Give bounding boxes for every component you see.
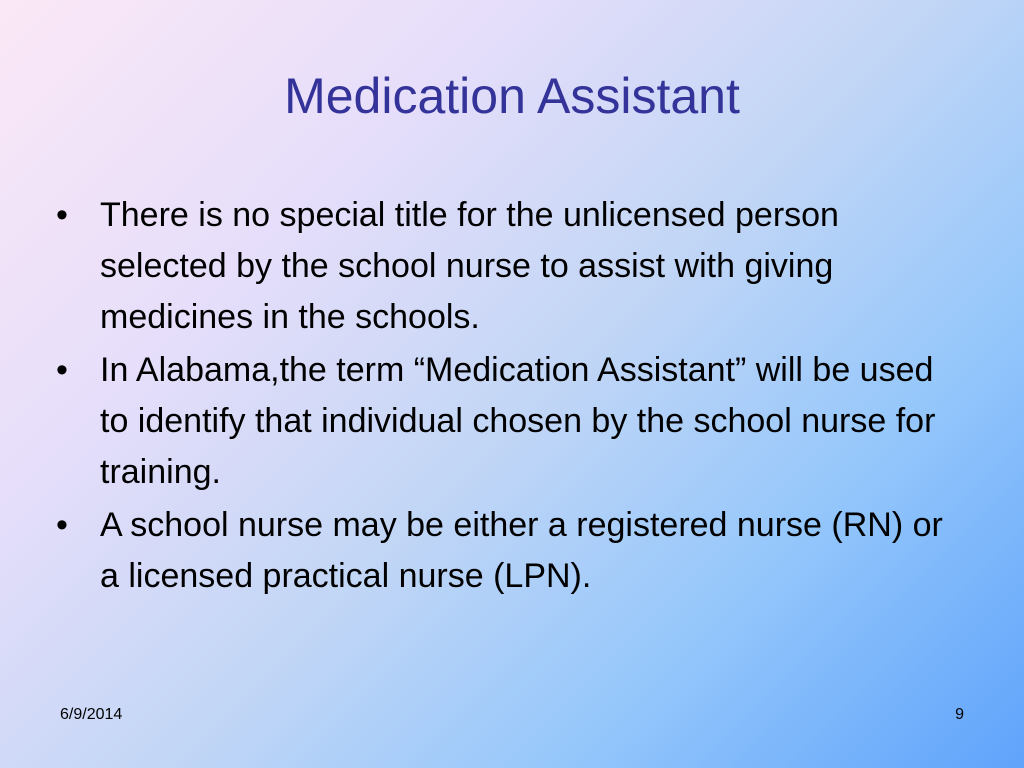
bullet-icon: • (56, 351, 68, 389)
page-number: 9 (955, 706, 964, 723)
bullet-item (56, 345, 966, 498)
bullet-text: In Alabama,the term “Medication Assistant” will be used to identify that individual chosen by the school nurse for training. (100, 351, 936, 491)
bullet-icon: • (56, 506, 68, 544)
bullet-list (56, 190, 966, 604)
bullet-item (56, 190, 966, 343)
bullet-item (56, 500, 966, 602)
bullet-text: There is no special title for the unlicensed person selected by the school nurse to assist with giving medicines in the schools. (100, 196, 839, 336)
bullet-text: A school nurse may be either a registered nurse (RN) or a licensed practical nurse (LPN). (100, 506, 943, 595)
bullet-icon: • (56, 196, 68, 234)
footer-date: 6/9/2014 (60, 706, 123, 723)
slide-title: Medication Assistant (284, 68, 740, 124)
